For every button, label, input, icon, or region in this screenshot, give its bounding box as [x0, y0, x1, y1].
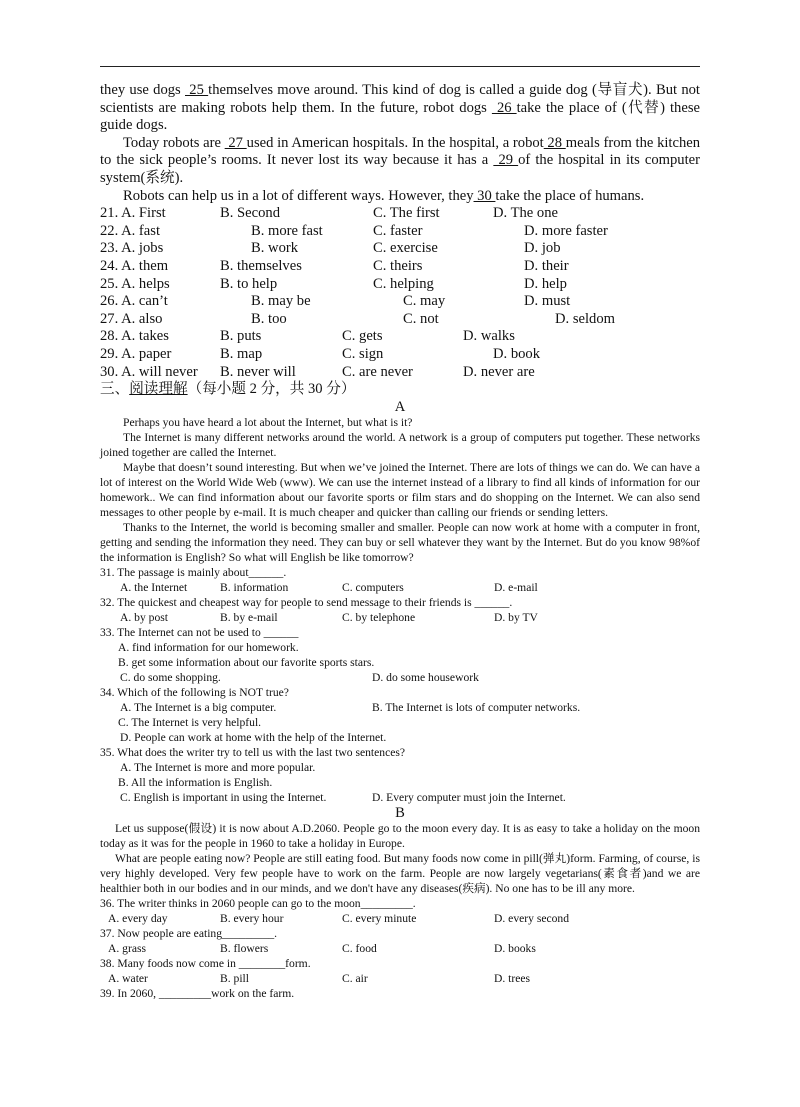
- question-37-stem: 37. Now people are eating_________.: [100, 926, 278, 940]
- passage-b-heading: B: [395, 804, 405, 821]
- passage-b-paragraph: Let us suppose(假设) it is now about A.D.2060. People go to the moon every day. It is as easy to take a holiday on the moon today as it was for the people in 1960 to take a holiday in Europe.: [100, 821, 700, 850]
- question-22: 22. A. fast B. more fast C. faster D. more faster: [100, 222, 608, 239]
- exam-page: [100, 82, 700, 1001]
- question-35-stem: 35. What does the writer try to tell us with the last two sentences?: [100, 745, 406, 759]
- question-33-option-a: A. find information for our homework.: [118, 640, 299, 654]
- question-30: 30. A. will never B. never will C. are never D. never are: [100, 363, 535, 380]
- passage-a-paragraph: The Internet is many different networks around the world. A network is a group of computers put together. These networks joined together are called the Internet.: [100, 430, 700, 459]
- question-26: 26. A. can’t B. may be C. may D. must: [100, 293, 571, 310]
- question-31-stem: 31. The passage is mainly about______.: [100, 565, 287, 579]
- question-34-stem: 34. Which of the following is NOT true?: [100, 685, 289, 699]
- passage-a-paragraph: Thanks to the Internet, the world is becoming smaller and smaller. People can now work at home with a computer in front, getting and sending the information they need. They can buy or sell whatever they want by the Internet. But do you know 98%of the information is English? So what will English be like tomorrow?: [100, 520, 700, 564]
- question-28: 28. A. takes B. puts C. gets D. walks: [100, 328, 515, 345]
- question-34-option-c: C. The Internet is very helpful.: [118, 715, 262, 729]
- blank-26: 26: [491, 99, 517, 116]
- question-23: 23. A. jobs B. work C. exercise D. job: [100, 240, 561, 257]
- question-33-options-cd: C. do some shopping. D. do some housework: [120, 670, 479, 684]
- question-27: 27. A. also B. too C. not D. seldom: [100, 310, 615, 327]
- question-32-options: A. by post B. by e-mail C. by telephone D. by TV: [120, 610, 538, 624]
- passage-a-text: [100, 415, 700, 565]
- question-35-option-b: B. All the information is English.: [118, 775, 273, 789]
- blank-25: 25: [185, 82, 209, 98]
- question-38-stem: 38. Many foods now come in ________form.: [100, 956, 311, 970]
- question-33-option-b: B. get some information about our favorite sports stars.: [118, 655, 375, 669]
- passage-b-paragraph: What are people eating now? People are still eating food. But many foods now come in pill(弹丸)form. Farming, of course, is very highly developed. Very few people have to work on the farm. People are now largely vegetarians(素食者)and we are healthier both in our bodies and in our minds, and we don't have any diseases(疾病). No one has to be ill any more.: [100, 851, 700, 895]
- passage-a-questions: [100, 565, 700, 805]
- blank-27: 27: [224, 134, 247, 151]
- question-32-stem: 32. The quickest and cheapest way for people to send message to their friends is ______.: [100, 595, 513, 609]
- passage-a-paragraph: Maybe that doesn’t sound interesting. But when we’ve joined the Internet. There are lots of things we can do. We can have a lot of interest on the World Wide Web (www). We can use the internet instead of a library to find all kinds of information for our homework.. We can find information about our favorite sports or film stars and do shopping on the Internet. We can also send messages to other people by e-mail. It is much cheaper and quicker than calling our friends or sending letters.: [100, 460, 700, 519]
- question-25: 25. A. helps B. to help C. helping D. help: [100, 275, 567, 292]
- question-35-option-a: A. The Internet is more and more popular.: [120, 760, 316, 774]
- question-39-stem: 39. In 2060, _________work on the farm.: [100, 986, 295, 1000]
- question-34-option-d: D. People can work at home with the help of the Internet.: [120, 730, 387, 744]
- cloze-paragraph-2: Today robots are 27 used in American hospitals. In the hospital, a robot 28 meals from the kitchen to the sick people’s rooms. It never lost its way because it has a 29 of the hospital in its computer system(系统).: [100, 134, 701, 186]
- question-29: 29. A. paper B. map C. sign D. book: [100, 345, 541, 362]
- header-rule: [100, 66, 700, 67]
- cloze-options: [100, 205, 700, 381]
- cloze-paragraph-1: they use dogs 25 themselves move around. This kind of dog is called a guide dog (导盲犬). But not scientists are making robots help them. In the future, robot dogs 26 take the place of (代替) these guide dogs.: [100, 82, 700, 134]
- passage-a-paragraph: Perhaps you have heard a lot about the Internet, but what is it?: [123, 415, 413, 429]
- question-36-options: A. every day B. every hour C. every minute D. every second: [108, 911, 570, 925]
- question-21: 21. A. First B. Second C. The first D. The one: [100, 205, 558, 222]
- question-35-options-cd: C. English is important in using the Internet. D. Every computer must join the Internet.: [120, 790, 566, 804]
- passage-b-text: [100, 821, 700, 896]
- question-36-stem: 36. The writer thinks in 2060 people can go to the moon_________.: [100, 896, 416, 910]
- blank-29: 29: [493, 152, 519, 169]
- passage-a-heading: A: [394, 398, 406, 415]
- section-3-heading: 三、阅读理解（每小题 2 分，共 30 分）: [100, 381, 356, 398]
- question-37-options: A. grass B. flowers C. food D. books: [108, 941, 536, 955]
- question-34-options-ab: A. The Internet is a big computer. B. The Internet is lots of computer networks.: [120, 700, 581, 714]
- blank-28: 28: [543, 134, 566, 151]
- question-38-options: A. water B. pill C. air D. trees: [108, 971, 531, 985]
- blank-30: 30: [473, 187, 496, 204]
- question-33-stem: 33. The Internet can not be used to ______: [100, 625, 299, 639]
- passage-b-questions: [100, 896, 700, 1001]
- question-24: 24. A. them B. themselves C. theirs D. their: [100, 257, 569, 274]
- question-31-options: A. the Internet B. information C. computers D. e-mail: [120, 580, 538, 594]
- cloze-paragraph-3: Robots can help us in a lot of different ways. However, they 30 take the place of humans.: [123, 187, 645, 204]
